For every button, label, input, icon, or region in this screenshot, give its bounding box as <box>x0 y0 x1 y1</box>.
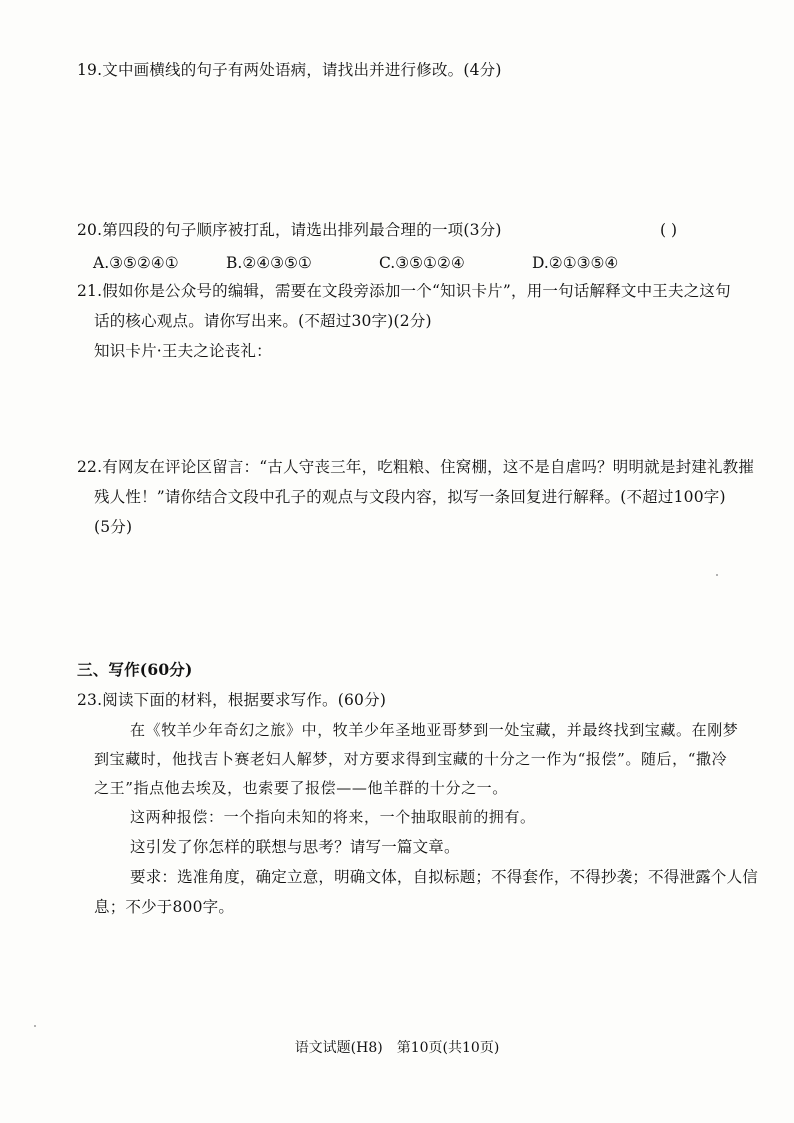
question-22-line-1: 22.有网友在评论区留言：“古人守丧三年，吃粗粮、住窝棚，这不是自虐吗？明明就是封建礼教摧 <box>77 458 755 476</box>
question-22-line-2: 残人性！”请你结合文段中孔子的观点与文段内容，拟写一条回复进行解释。(不超过100字) <box>94 488 726 506</box>
page-footer <box>0 1038 794 1058</box>
writing-requirements-line-1: 要求：选准角度，确定立意，明确文体，自拟标题；不得套作，不得抄袭；不得泄露个人信 <box>130 868 759 886</box>
option-a: A.③⑤②④① <box>93 254 179 272</box>
footer-page-number: 第10页(共10页) <box>396 1040 500 1056</box>
answer-parentheses: ( ) <box>660 221 678 239</box>
writing-prompt: 这引发了你怎样的联想与思考？请写一篇文章。 <box>130 838 460 856</box>
scan-speck <box>716 574 718 576</box>
writing-requirements-line-2: 息；不少于800字。 <box>94 898 235 916</box>
material-para-1-line-1: 在《牧羊少年奇幻之旅》中，牧羊少年圣地亚哥梦到一处宝藏，并最终找到宝藏。在刚梦 <box>130 721 739 739</box>
question-23-line-1: 23.阅读下面的材料，根据要求写作。(60分) <box>77 691 387 709</box>
knowledge-card-prompt: 知识卡片·王夫之论丧礼： <box>94 342 272 360</box>
question-20-options <box>93 252 653 274</box>
section-heading-writing: 三、写作(60分) <box>77 660 193 679</box>
material-para-2: 这两种报偿：一个指向未知的将来，一个抽取眼前的拥有。 <box>130 808 536 826</box>
question-21-line-1: 21.假如你是公众号的编辑，需要在文段旁添加一个“知识卡片”，用一句话解释文中王夫之这句 <box>77 282 731 300</box>
option-b: B.②④③⑤① <box>226 254 312 272</box>
scan-speck <box>34 1025 36 1027</box>
option-c: C.③⑤①②④ <box>379 254 465 272</box>
question-21-line-2: 话的核心观点。请你写出来。(不超过30字)(2分) <box>94 312 432 330</box>
question-19: 19.文中画横线的句子有两处语病，请找出并进行修改。(4分) <box>77 61 502 79</box>
option-d: D.②①③⑤④ <box>532 254 619 272</box>
material-para-1-line-3: 之王”指点他去埃及，也索要了报偿——他羊群的十分之一。 <box>94 779 508 797</box>
question-22-line-3: (5分) <box>94 518 133 536</box>
question-20: 20.第四段的句子顺序被打乱，请选出排列最合理的一项(3分) <box>77 221 502 239</box>
footer-subject: 语文试题(H8) <box>294 1040 383 1056</box>
material-para-1-line-2: 到宝藏时，他找吉卜赛老妇人解梦，对方要求得到宝藏的十分之一作为“报偿”。随后，“撒冷 <box>94 750 728 768</box>
